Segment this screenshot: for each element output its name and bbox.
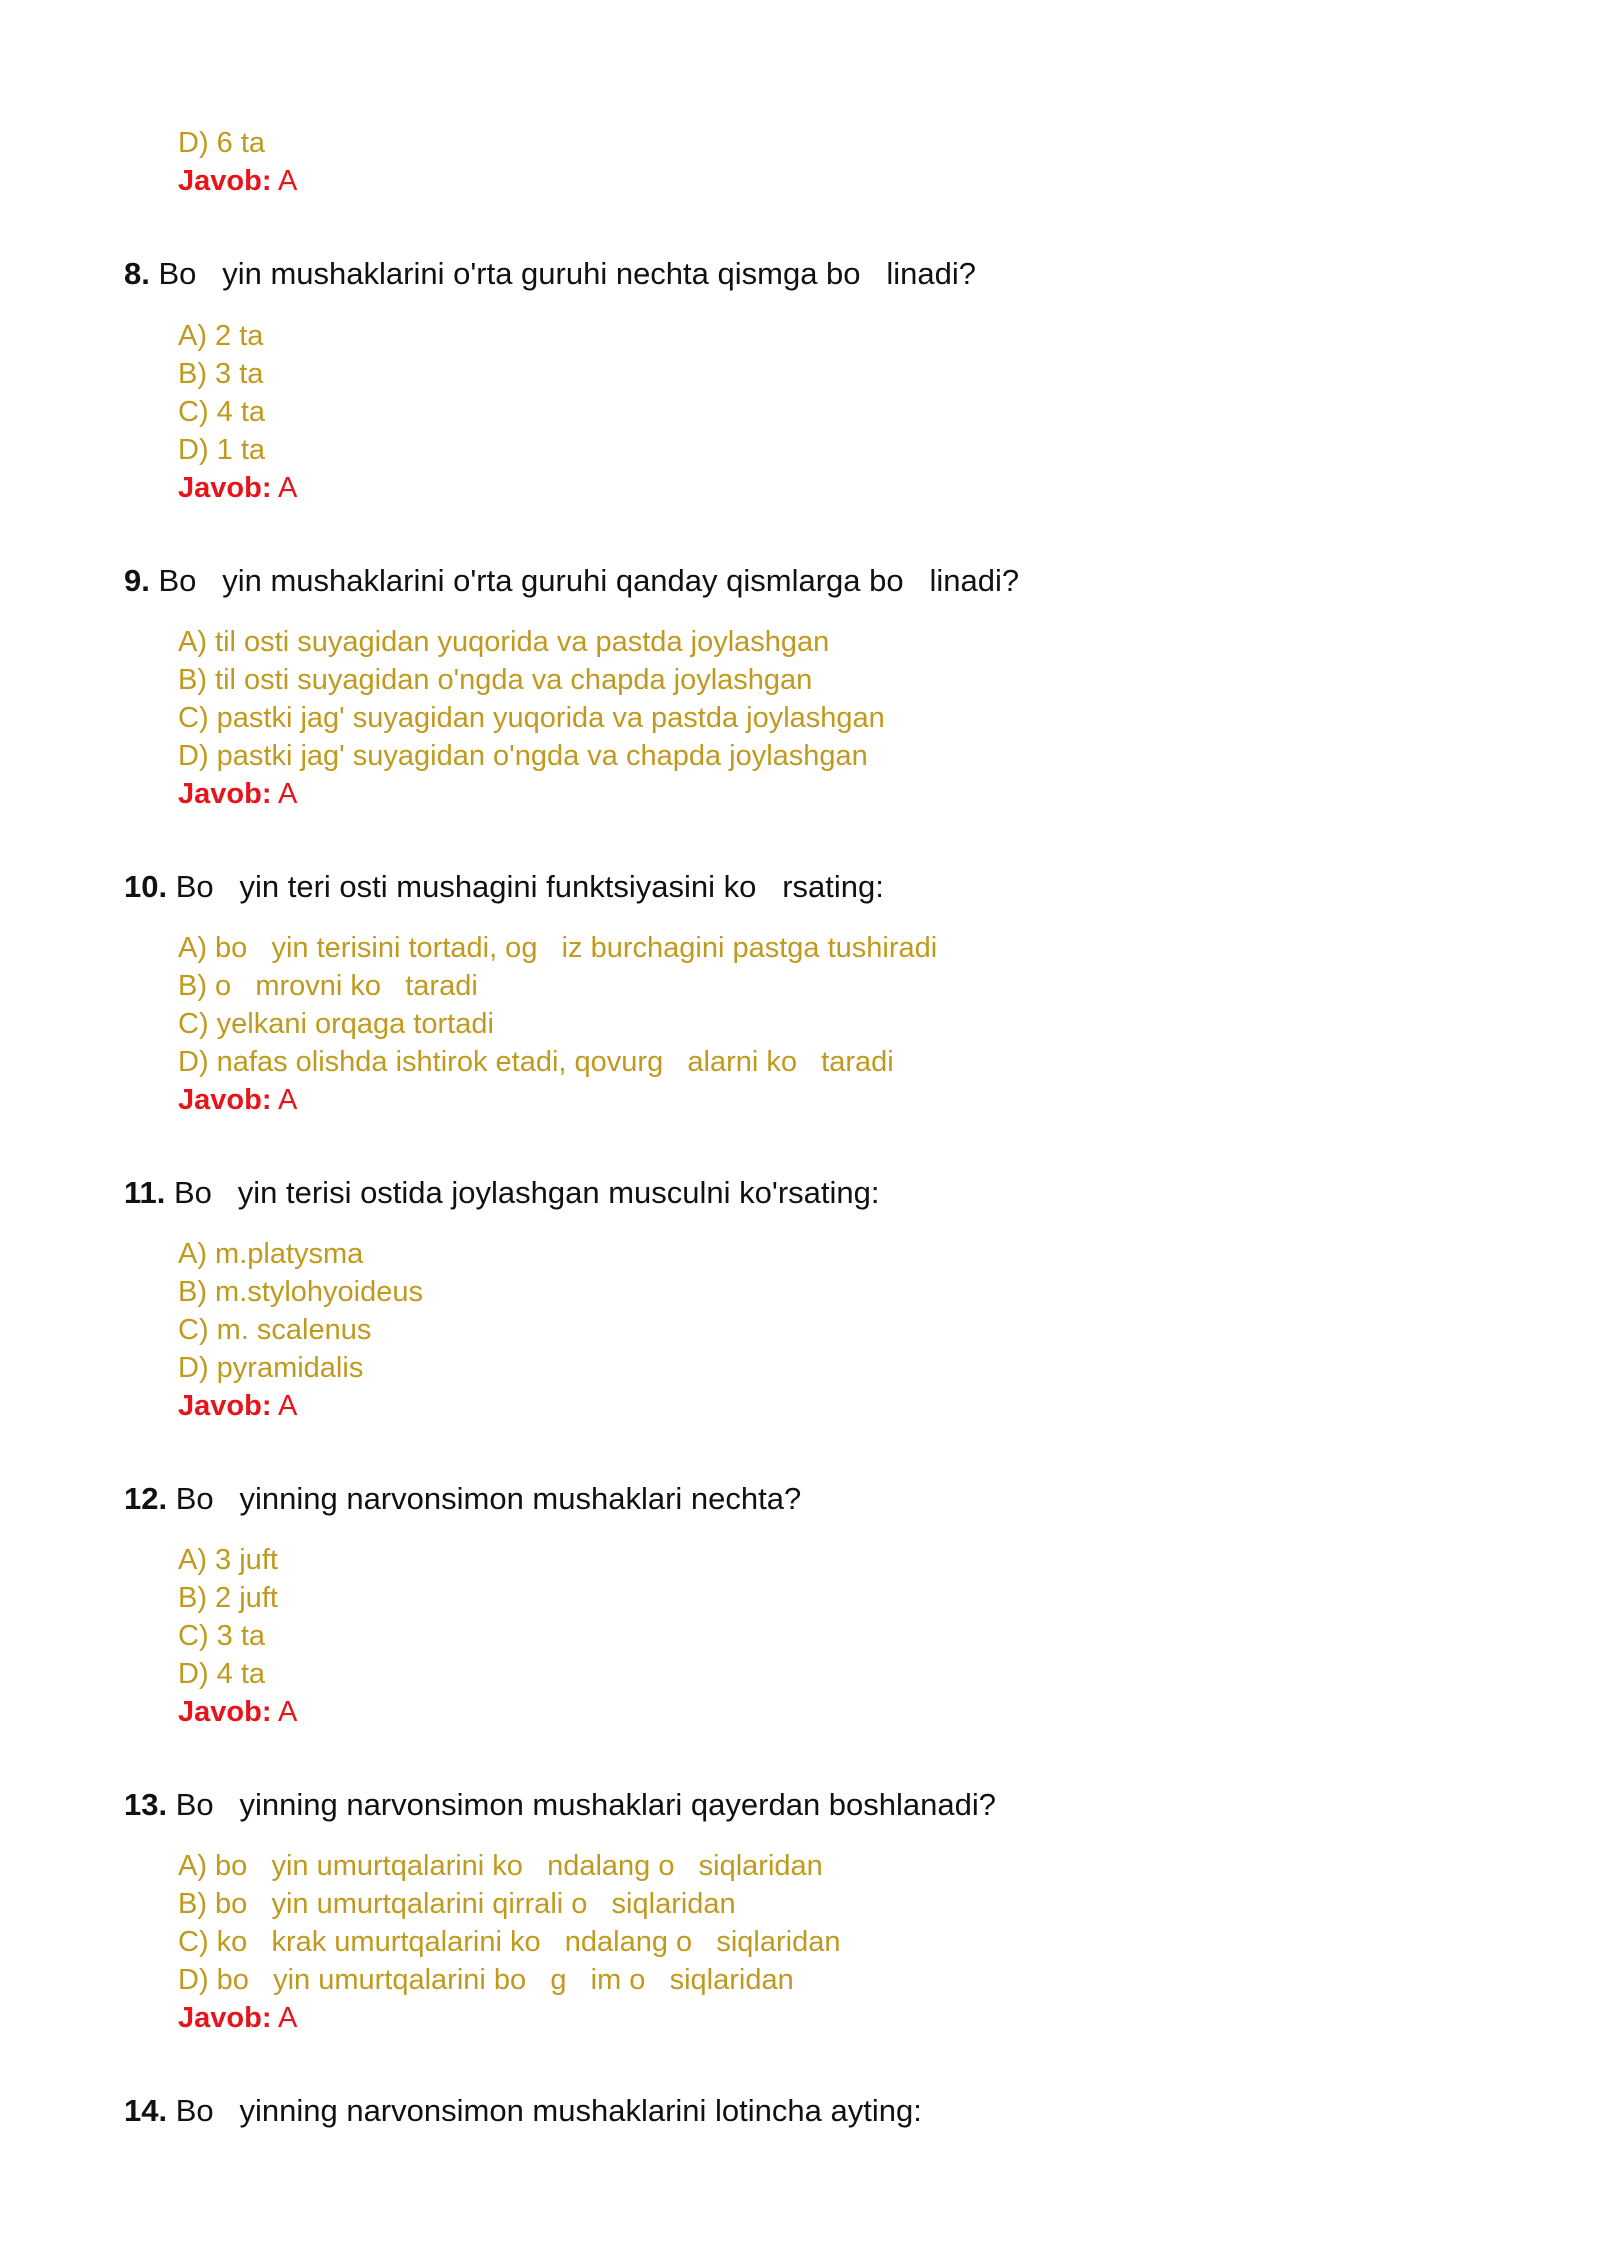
option-line: A) m.platysma bbox=[178, 1238, 364, 1270]
option-line: A) til osti suyagidan yuqorida va pastda joylashgan bbox=[178, 626, 830, 658]
answer-label: Javob: bbox=[178, 472, 272, 504]
option-line: B) 2 juft bbox=[178, 1582, 278, 1614]
option-line: D) nafas olishda ishtirok etadi, qovurg alarni ko taradi bbox=[178, 1046, 894, 1078]
answer-line bbox=[178, 1694, 297, 1730]
question-number: 8. bbox=[124, 256, 150, 291]
answer-label: Javob: bbox=[178, 165, 272, 197]
option-line: D) 1 ta bbox=[178, 434, 266, 466]
answer-line bbox=[178, 776, 297, 812]
question-text: Bo yinning narvonsimon mushaklarini lotincha ayting: bbox=[167, 2093, 922, 2128]
option-line: B) til osti suyagidan o'ngda va chapda joylashgan bbox=[178, 664, 813, 696]
question-text: Bo yin mushaklarini o'rta guruhi qanday qismlarga bo linadi? bbox=[149, 563, 1020, 598]
answer-label: Javob: bbox=[178, 1084, 272, 1116]
option-line: C) m. scalenus bbox=[178, 1314, 372, 1346]
option-line: D) pastki jag' suyagidan o'ngda va chapda joylashgan bbox=[178, 740, 868, 772]
answer-value: A bbox=[271, 778, 298, 810]
question-number: 10. bbox=[124, 869, 168, 904]
answer-line bbox=[178, 163, 297, 199]
answer-line bbox=[178, 1082, 297, 1118]
option-line: D) pyramidalis bbox=[178, 1352, 364, 1384]
answer-label: Javob: bbox=[178, 2002, 272, 2034]
question-number: 14. bbox=[124, 2093, 168, 2128]
question-heading bbox=[124, 1174, 879, 1212]
answer-line bbox=[178, 470, 297, 506]
question-heading bbox=[124, 562, 1019, 600]
question-text: Bo yin mushaklarini o'rta guruhi nechta qismga bo linadi? bbox=[149, 256, 977, 291]
option-line: D) bo yin umurtqalarini bo g im o siqlaridan bbox=[178, 1964, 794, 1996]
answer-value: A bbox=[271, 2002, 298, 2034]
question-number: 11. bbox=[124, 1175, 166, 1210]
option-line: C) 4 ta bbox=[178, 396, 266, 428]
question-number: 9. bbox=[124, 563, 150, 598]
question-text: Bo yin teri osti mushagini funktsiyasini ko rsating: bbox=[167, 869, 884, 904]
answer-value: A bbox=[271, 472, 298, 504]
question-text: Bo yin terisi ostida joylashgan musculni ko'rsating: bbox=[165, 1175, 880, 1210]
question-number: 13. bbox=[124, 1787, 168, 1822]
question-heading bbox=[124, 2092, 922, 2130]
question-heading bbox=[124, 255, 976, 293]
option-line: B) m.stylohyoideus bbox=[178, 1276, 423, 1308]
question-heading bbox=[124, 1786, 996, 1824]
option-line: B) o mrovni ko taradi bbox=[178, 970, 478, 1002]
question-text: Bo yinning narvonsimon mushaklari qayerdan boshlanadi? bbox=[167, 1787, 996, 1822]
option-line: B) 3 ta bbox=[178, 358, 264, 390]
question-heading bbox=[124, 868, 884, 906]
answer-label: Javob: bbox=[178, 1390, 272, 1422]
question-number: 12. bbox=[124, 1481, 168, 1516]
answer-label: Javob: bbox=[178, 1696, 272, 1728]
answer-value: A bbox=[271, 1696, 298, 1728]
option-line: A) bo yin terisini tortadi, og iz burchagini pastga tushiradi bbox=[178, 932, 938, 964]
question-heading bbox=[124, 1480, 801, 1518]
answer-line bbox=[178, 1388, 297, 1424]
answer-value: A bbox=[271, 1390, 298, 1422]
option-line: D) 4 ta bbox=[178, 1658, 266, 1690]
option-line: B) bo yin umurtqalarini qirrali o siqlaridan bbox=[178, 1888, 736, 1920]
option-line: C) 3 ta bbox=[178, 1620, 266, 1652]
question-text: Bo yinning narvonsimon mushaklari nechta? bbox=[167, 1481, 802, 1516]
option-line: C) ko krak umurtqalarini ko ndalang o siqlaridan bbox=[178, 1926, 841, 1958]
answer-label: Javob: bbox=[178, 778, 272, 810]
answer-value: A bbox=[271, 1084, 298, 1116]
option-line: C) yelkani orqaga tortadi bbox=[178, 1008, 494, 1040]
option-line: A) 2 ta bbox=[178, 320, 264, 352]
option-line: A) bo yin umurtqalarini ko ndalang o siqlaridan bbox=[178, 1850, 823, 1882]
answer-value: A bbox=[271, 165, 298, 197]
option-line: C) pastki jag' suyagidan yuqorida va pastda joylashgan bbox=[178, 702, 885, 734]
option-line: D) 6 ta bbox=[178, 127, 266, 159]
answer-line bbox=[178, 2000, 297, 2036]
option-line: A) 3 juft bbox=[178, 1544, 278, 1576]
